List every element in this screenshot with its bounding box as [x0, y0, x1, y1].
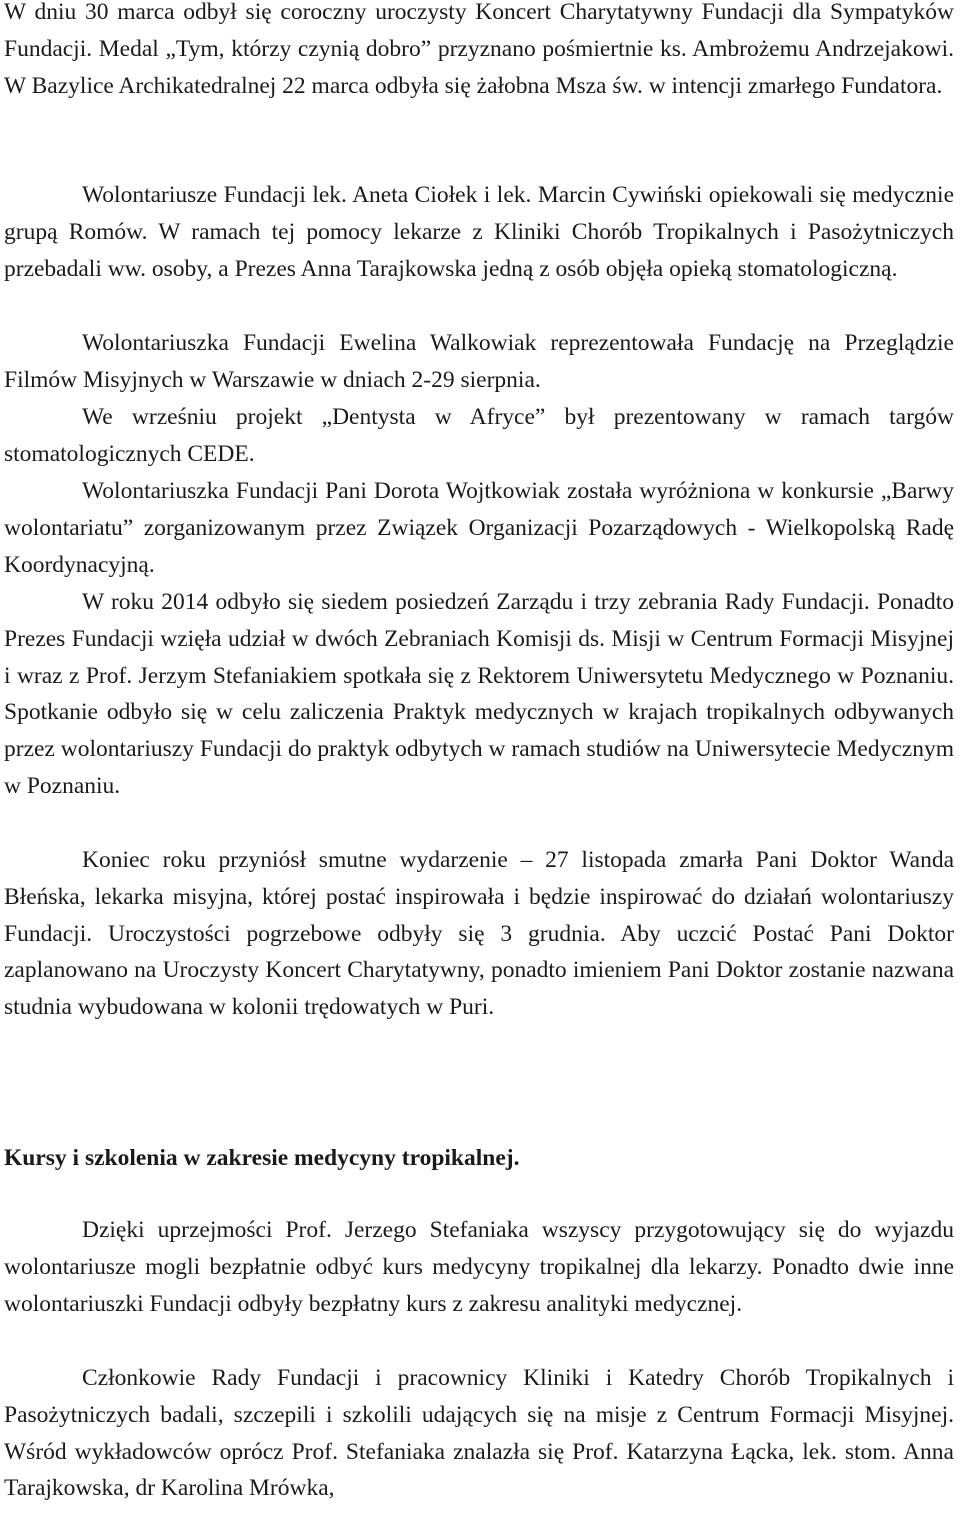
paragraph-year-end: Koniec roku przyniósł smutne wydarzenie – 27 listopada zmarła Pani Doktor Wanda Błeńska, lekarka misyjna, której postać inspirowała i będzie inspirować do działań wolontariuszy Fundacji. Uroczystości pogrzebowe odbyły się 3 grudnia. Aby uczcić Postać Pani Doktor zaplanowano na Uroczysty Koncert Charytatywny, ponadto imieniem Pani Doktor zostanie nazwana studnia wybudowana w kolonii trędowatych w Puri. [4, 847, 954, 1021]
paragraph-trainings: Członkowie Rady Fundacji i pracownicy Kliniki i Katedry Chorób Tropikalnych i Pasożytniczych badali, szczepili i szkolili udających się na misje z Centrum Formacji Misyjnej. Wśród wykładowców oprócz Prof. Stefaniaka znalazła się Prof. Katarzyna Łącka, lek. stom. Anna Tarajkowska, dr Karolina Mrówka, [4, 1365, 954, 1502]
paragraph-cede: We wrześniu projekt „Dentysta w Afryce” był prezentowany w ramach targów stomatologicznych CEDE. [4, 404, 954, 467]
paragraph-courses: Dzięki uprzejmości Prof. Jerzego Stefaniaka wszyscy przygotowujący się do wyjazdu wolontariusze mogli bezpłatnie odbyć kurs medycyny tropikalnej dla lekarzy. Ponadto dwie inne wolontariuszki Fundacji odbyły bezpłatny kurs z zakresu analityki medycznej. [4, 1217, 954, 1317]
paragraph-volunteer-award: Wolontariuszka Fundacji Pani Dorota Wojtkowiak została wyróżniona w konkursie „Barwy wolontariatu” zorganizowanym przez Związek Organizacji Pozarządowych - Wielkopolską Radę Koordynacyjną. [4, 478, 954, 578]
section-heading: Kursy i szkolenia w zakresie medycyny tropikalnej. [4, 1145, 520, 1171]
paragraph-board-meetings: W roku 2014 odbyło się siedem posiedzeń Zarządu i trzy zebrania Rady Fundacji. Ponadto Prezes Fundacji wzięła udział w dwóch Zebraniach Komisji ds. Misji w Centrum Formacji Misyjnej i wraz z Prof. Jerzym Stefaniakiem spotkała się z Rektorem Uniwersytetu Medycznego w Poznaniu. Spotkanie odbyło się w celu zaliczenia Praktyk medycznych w krajach tropikalnych odbywanych przez wolontariuszy Fundacji do praktyk odbytych w ramach studiów na Uniwersytecie Medycznym w Poznaniu. [4, 589, 954, 799]
paragraph-film-review: Wolontariuszka Fundacji Ewelina Walkowiak reprezentowała Fundację na Przeglądzie Filmów Misyjnych w Warszawie w dniach 2-29 sierpnia. [4, 330, 954, 393]
paragraph-roma-care: Wolontariusze Fundacji lek. Aneta Ciołek i lek. Marcin Cywiński opiekowali się medycznie grupą Romów. W ramach tej pomocy lekarze z Kliniki Chorób Tropikalnych i Pasożytniczych przebadali ww. osoby, a Prezes Anna Tarajkowska jedną z osób objęła opieką stomatologiczną. [4, 182, 954, 282]
paragraph-concert: W dniu 30 marca odbył się coroczny uroczysty Koncert Charytatywny Fundacji dla Sympatyków Fundacji. Medal „Tym, którzy czynią dobro” przyznano pośmiertnie ks. Ambrożemu Andrzejakowi. W Bazylice Archikatedralnej 22 marca odbyła się żałobna Msza św. w intencji zmarłego Fundatora. [4, 0, 954, 99]
